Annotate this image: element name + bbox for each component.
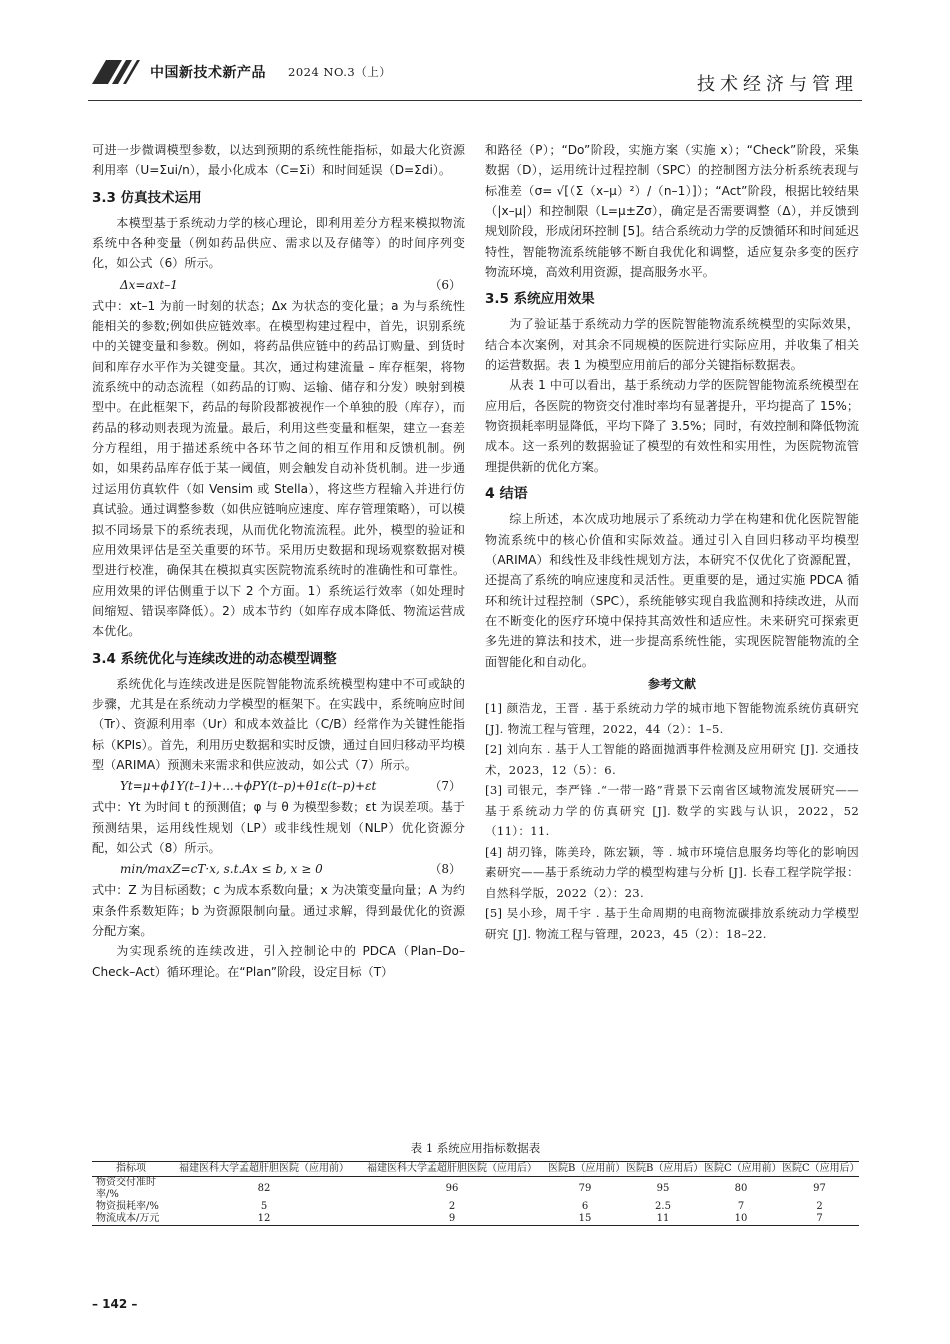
table-cell: 10	[734, 1213, 748, 1224]
reference-item: [2] 刘向东 . 基于人工智能的路面抛洒事件检测及应用研究 [J]. 交通技术，2023，12（5）：6.	[485, 742, 859, 777]
table-cell: 15	[578, 1213, 592, 1224]
reference-item: [4] 胡刃锋，陈美玲，陈宏颖，等 . 城市环境信息服务均等化的影响因素研究——基于系统动力学的模型构建与分析 [J]. 长春工程学院学报：自然科学版，2022（2）：23.	[485, 844, 859, 900]
reference-item: [1] 颜浩龙，王晋 . 基于系统动力学的城市地下智能物流系统仿真研究 [J]. 物流工程与管理，2022，44（2）：1–5.	[485, 701, 859, 736]
paragraph: 可进一步微调模型参数，以达到预期的系统性能指标，如最大化资源利用率（U=Σui/n），最小化成本（C=Σi）和时间延误（D=Σdi）。	[92, 143, 465, 178]
right-column	[485, 140, 859, 944]
row-label: 物资损耗率/%	[96, 1201, 159, 1212]
formula-6	[92, 274, 465, 296]
reference-item: [5] 吴小珍，周千宇 . 基于生命周期的电商物流碳排放系统动力学模型研究 [J]. 物流工程与管理，2023，45（2）：18–22.	[485, 906, 859, 941]
paragraph: 为实现系统的连续改进，引入控制论中的 PDCA（Plan–Do–Check–Act）循环理论。在“Plan”阶段，设定目标（T）	[92, 944, 465, 979]
table-cell: 5	[260, 1201, 268, 1212]
paragraph: 综上所述，本次成功地展示了系统动力学在构建和优化医院智能物流系统中的核心价值和实际效益。通过引入自回归移动平均模型（ARIMA）和线性及非线性规划方法，本研究不仅优化了资源配置，还提高了系统的响应速度和灵活性。更重要的是，通过实施 PDCA 循环和统计过程控制（SPC），系统能够实现自我监测和持续改进，从而在不断变化的医疗环境中保持其高效性和适应性。未来研究可探索更多先进的算法和技术，进一步提高系统性能，实现医院智能物流的全面智能化和自动化。	[485, 512, 859, 669]
formula-expression: Yt=μ+ϕ1Y(t–1)+...+ϕPY(t–p)+θ1ε(t–p)+εt	[120, 779, 377, 794]
journal-issue: 2024 NO.3（上）	[288, 65, 392, 79]
journal-logo-icon	[92, 60, 140, 84]
column-header: 医院C（应用前）	[704, 1163, 782, 1174]
table-header-row	[92, 1162, 859, 1177]
table-cell: 79	[578, 1183, 592, 1194]
equation-number: （7）	[429, 779, 461, 794]
paragraph: 从表 1 中可以看出，基于系统动力学的医院智能物流系统模型在应用后，各医院的物资交付准时率均有显著提升，平均提高了 15%；物资损耗率明显降低，平均下降了 3.5%；同时，有效控制和降低物流成本。这一系列的数据验证了模型的有效性和实用性，为医院物流管理提供新的优化方案。	[485, 378, 859, 474]
table-cell: 11	[656, 1213, 670, 1224]
table-row	[92, 1201, 859, 1213]
table-row	[92, 1213, 859, 1226]
equation-number: （6）	[429, 277, 461, 292]
table-cell: 2.5	[655, 1201, 671, 1212]
column-header: 指标项	[116, 1163, 146, 1174]
table-caption: 表 1 系统应用指标数据表	[410, 1141, 541, 1155]
table-1	[92, 1140, 859, 1226]
table-cell: 9	[448, 1213, 456, 1224]
table-cell: 12	[257, 1213, 271, 1224]
left-column	[92, 140, 465, 982]
equation-number: （8）	[429, 862, 461, 877]
column-header: 医院B（应用后）	[626, 1163, 704, 1174]
table-cell: 96	[445, 1183, 459, 1194]
journal-name: 中国新技术新产品	[150, 65, 266, 81]
formula-7	[92, 775, 465, 797]
section-heading-3-5: 3.5 系统应用效果	[485, 291, 595, 308]
table-cell: 97	[813, 1183, 826, 1194]
paragraph: 式中：xt–1 为前一时刻的状态；Δx 为状态的变化量；a 为与系统性能相关的参数;例如供应链效率。在模型构建过程中，首先，识别系统中的关键变量和参数。例如，将药品供应链中的药品订购量、到货时间和库存水平作为关键变量。其次，通过构建流量 – 库存框架，将物流系统中的动态流程（如药品的订购、运输、储存和分发）映射到模型中。在此框架下，药品的每阶段都被视作一个单独的股（库存），而药品的移动则表现为流量。最后，利用这些变量和框架，建立一套差分方程组，用于描述系统中各环节之间的相互作用和反馈机制。例如，如果药品库存低于某一阈值，则会触发自动补货机制。进一步通过运用仿真软件（如 Vensim 或 Stella），将这些方程输入并进行仿真试验。通过调整参数（如供应链响应速度、库存管理策略），可以模拟不同场景下的系统表现，从而优化物流流程。此外，模型的验证和应用效果评估是至关重要的环节。采用历史数据和现场观察数据对模型进行校准，确保其在模拟真实医院物流系统时的准确性和可靠性。应用效果的评估侧重于以下 2 个方面。1）系统运行效率（如处理时间缩短、错误率降低）。2）成本节约（如库存成本降低、物流运营成本优化。	[92, 298, 465, 639]
paragraph: 和路径（P）；“Do”阶段，实施方案（实施 x）；“Check”阶段，采集数据（D），运用统计过程控制（SPC）的控制图方法分析系统表现与标准差（σ= √[（Σ（x–μ）²）/（n–1）]）；“Act”阶段，根据比较结果（|x–μ|）和控制限（L=μ±Zσ），确定是否需要调整（Δ），并反馈到规划阶段，形成闭环控制 [5]。结合系统动力学的反馈循环和时间延迟特性，智能物流系统能够不断自我优化和调整，适应复杂多变的医疗物流环境，高效利用资源，提高服务水平。	[485, 143, 859, 280]
reference-item: [3] 司银元，李严锋 .“一带一路”背景下云南省区域物流发展研究——基于系统动力学的仿真研究 [J]. 数学的实践与认识，2022，52（11）：11.	[485, 783, 859, 839]
row-label: 物流成本/万元	[96, 1213, 160, 1224]
indicator-table	[92, 1161, 859, 1226]
table-cell: 80	[734, 1183, 748, 1194]
table-cell: 7	[816, 1213, 823, 1224]
table-cell: 2	[816, 1201, 823, 1212]
section-heading-3-4: 3.4 系统优化与连续改进的动态模型调整	[92, 650, 337, 667]
table-cell: 7	[737, 1201, 745, 1212]
formula-expression: Δx=axt–1	[120, 277, 178, 292]
column-header: 医院C（应用后）	[782, 1163, 860, 1174]
column-header: 医院B（应用前）	[548, 1163, 626, 1174]
section-heading-4: 4 结语	[485, 486, 528, 503]
page-header	[0, 0, 950, 110]
paragraph: 本模型基于系统动力学的核心理论，即利用差分方程来模拟物流系统中各种变量（例如药品供应、需求以及存储等）的时间序列变化，如公式（6）所示。	[92, 215, 465, 271]
table-cell: 95	[656, 1183, 670, 1194]
table-cell: 82	[257, 1183, 271, 1194]
formula-expression: min/maxZ=cT·x, s.t.Ax ≤ b, x ≥ 0	[120, 862, 323, 877]
paragraph: 系统优化与连续改进是医院智能物流系统模型构建中不可或缺的步骤，尤其是在系统动力学模型的框架下。在实践中，系统响应时间（Tr）、资源利用率（Ur）和成本效益比（C/B）经常作为关键性能指标（KPIs）。首先，利用历史数据和实时反馈，通过自回归移动平均模型（ARIMA）预测未来需求和供应波动，如公式（7）所示。	[92, 676, 465, 772]
section-heading-3-3: 3.3 仿真技术运用	[92, 189, 202, 206]
table-cell: 2	[448, 1201, 456, 1212]
table-row	[92, 1177, 859, 1202]
references-title: 参考文献	[647, 676, 696, 691]
header-divider	[88, 100, 862, 101]
row-label: 物资交付准时率/%	[96, 1177, 156, 1200]
paragraph: 式中：Z 为目标函数；c 为成本系数向量；x 为决策变量向量；A 为约束条件系数矩阵；b 为资源限制向量。通过求解，得到最优化的资源分配方案。	[92, 883, 465, 938]
column-header: 福建医科大学孟超肝胆医院（应用后）	[367, 1163, 537, 1174]
section-title: 技术经济与管理	[697, 74, 858, 95]
paragraph: 为了验证基于系统动力学的医院智能物流系统模型的实际效果，结合本次案例，对其余不同规模的医院进行实际应用，并收集了相关的运营数据。表 1 为模型应用前后的部分关键指标数据表。	[485, 317, 859, 373]
table-cell: 6	[581, 1201, 589, 1212]
column-header: 福建医科大学孟超肝胆医院（应用前）	[179, 1163, 349, 1174]
formula-8	[92, 858, 465, 880]
paragraph: 式中：Yt 为时间 t 的预测值；φ 与 θ 为模型参数；εt 为误差项。基于预测结果，运用线性规划（LP）或非线性规划（NLP）优化资源分配，如公式（8）所示。	[92, 800, 465, 855]
page-number: – 142 –	[92, 1297, 138, 1311]
